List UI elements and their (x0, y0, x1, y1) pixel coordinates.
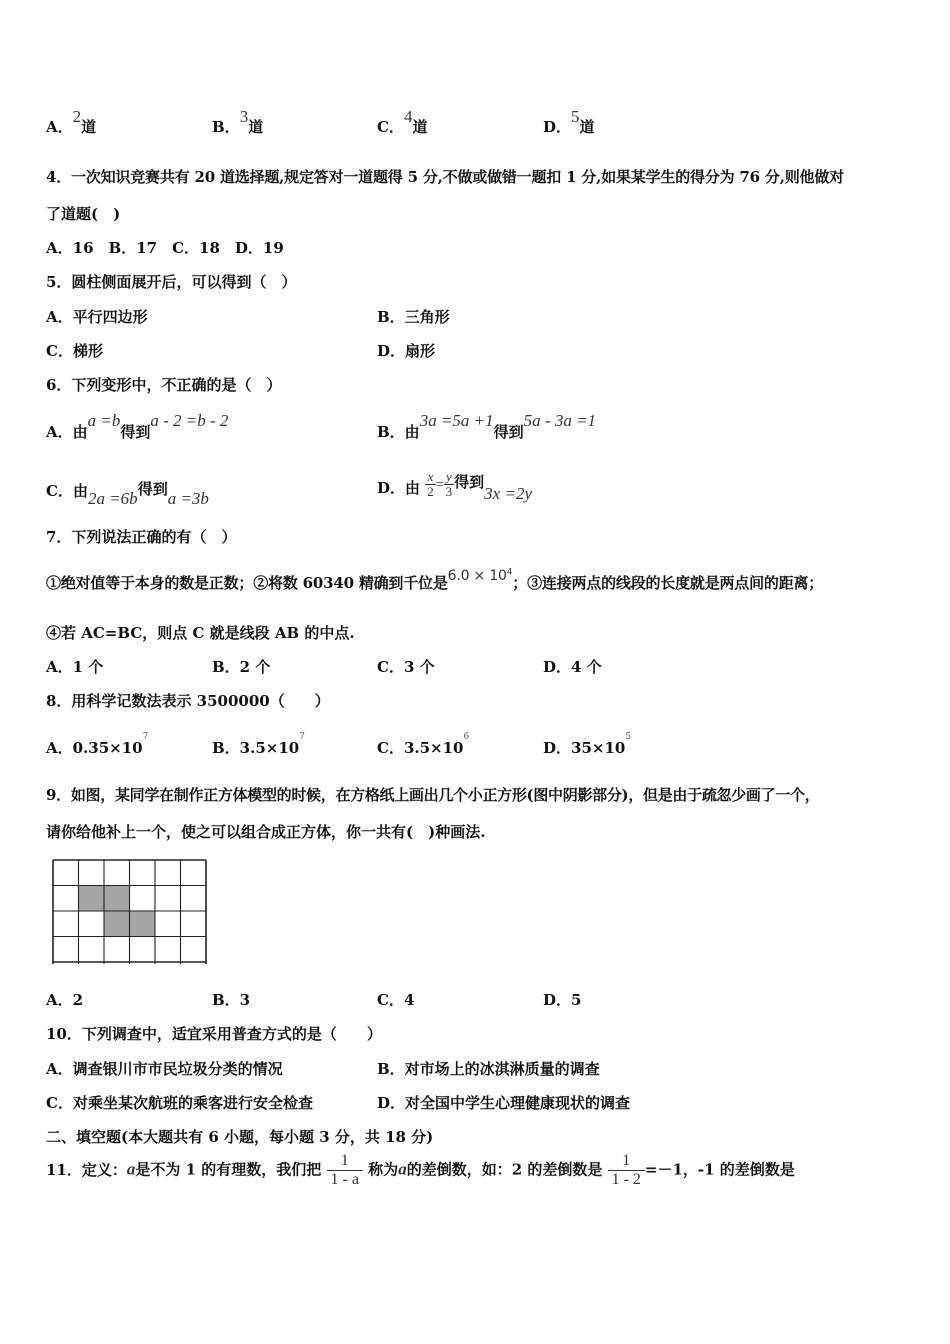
q5-option-c: C．梯形 (46, 342, 103, 360)
shaded-square (79, 886, 105, 912)
q8-option-d: D．$35\times 10^5$ (543, 732, 632, 757)
q8-stem: 8．用科学记数法表示 3500000（ ） (46, 692, 330, 710)
shaded-square (104, 886, 130, 912)
q6-option-c: C．由2a =6b得到a =3b (46, 480, 209, 508)
q10-option-d: D．对全国中学生心理健康现状的调查 (377, 1094, 631, 1112)
q4-options: A．16 B．17 C．18 D．19 (46, 239, 284, 257)
shaded-square (104, 911, 130, 937)
q3-option-a: A．2道 (46, 107, 97, 136)
q10-stem: 10．下列调查中，适宜采用普查方式的是（ ） (46, 1025, 382, 1043)
q4-stem-line1: 4．一次知识竞赛共有 20 道选择题,规定答对一道题得 5 分,不做或做错一题扣 1 分,如果某学生的得分为 76 分,则他做对 (46, 168, 844, 186)
q9-stem-line2: 请你给他补上一个，使之可以组合成正方体，你一共有( )种画法. (46, 823, 486, 841)
q9-option-c: C．4 (377, 991, 415, 1009)
q11-fraction-1: $\frac{1}{1 - a}$ (327, 1152, 363, 1189)
q10-option-c: C．对乘坐某次航班的乘客进行安全检查 (46, 1094, 313, 1112)
q6-option-a: A．由a =b得到a - 2 =b - 2 (46, 411, 229, 441)
q7-statement-line2: ④若 AC=BC，则点 C 就是线段 AB 的中点. (46, 624, 355, 642)
q9-grid-figure (50, 857, 212, 967)
q8-option-a: A．$0.35\times 10^7$ (46, 732, 149, 757)
q6-option-d: D．由 $\frac{x}{2}$ = $\frac{y}{3}$ 得到3x =2y (377, 469, 532, 503)
q9-option-d: D．5 (543, 991, 582, 1009)
section-2-heading: 二、填空题(本大题共有 6 小题，每小题 3 分，共 18 分) (46, 1128, 434, 1146)
q3-option-c: C．4道 (377, 107, 428, 136)
q9-option-a: A．2 (46, 991, 84, 1009)
q7-statement-line1: ①绝对值等于本身的数是正数；②将数 60340 精确到千位是$6.0 \times 10^4$；③连接两点的线段的长度就是两点间的距离； (46, 567, 824, 592)
q11-stem: 11．定义：a是不为 1 的有理数，我们把 $\frac{1}{1 - a}$ 称为a的差倒数，如：2 的差倒数是 $\frac{1}{1 - 2}$ =－1，-1 的差倒数是 (46, 1152, 795, 1188)
q7-option-c: C．3 个 (377, 658, 435, 676)
q5-option-a: A．平行四边形 (46, 308, 148, 326)
q8-option-b: B．$3.5\times 10^7$ (212, 732, 305, 757)
q11-fraction-2: $\frac{1}{1 - 2}$ (608, 1152, 645, 1189)
q6-option-b: B．由3a =5a +1得到5a - 3a =1 (377, 411, 597, 441)
q8-option-c: C．$3.5\times 10^6$ (377, 732, 470, 757)
q7-option-b: B．2 个 (212, 658, 271, 676)
q7-option-d: D．4 个 (543, 658, 602, 676)
q4-stem-line2: 了道题( ) (46, 205, 121, 223)
q5-option-b: B．三角形 (377, 308, 450, 326)
q5-stem: 5．圆柱侧面展开后，可以得到（ ） (46, 273, 297, 291)
q6-stem: 6．下列变形中，不正确的是（ ） (46, 376, 282, 394)
q7-sci-notation: $6.0 \times 10^4$ (447, 567, 513, 584)
q7-stem: 7．下列说法正确的有（ ） (46, 528, 237, 546)
q3-option-d: D．5道 (543, 107, 595, 136)
q9-option-b: B．3 (212, 991, 251, 1009)
q10-option-b: B．对市场上的冰淇淋质量的调查 (377, 1060, 600, 1078)
q9-stem-line1: 9．如图，某同学在制作正方体模型的时候，在方格纸上画出几个小正方形(图中阴影部分)，但是由于疏忽少画了一个， (46, 786, 820, 804)
q3-option-b: B．3道 (212, 107, 264, 136)
q7-option-a: A．1 个 (46, 658, 104, 676)
q10-option-a: A．调查银川市市民垃圾分类的情况 (46, 1060, 283, 1078)
q5-option-d: D．扇形 (377, 342, 436, 360)
shaded-square (130, 911, 156, 937)
